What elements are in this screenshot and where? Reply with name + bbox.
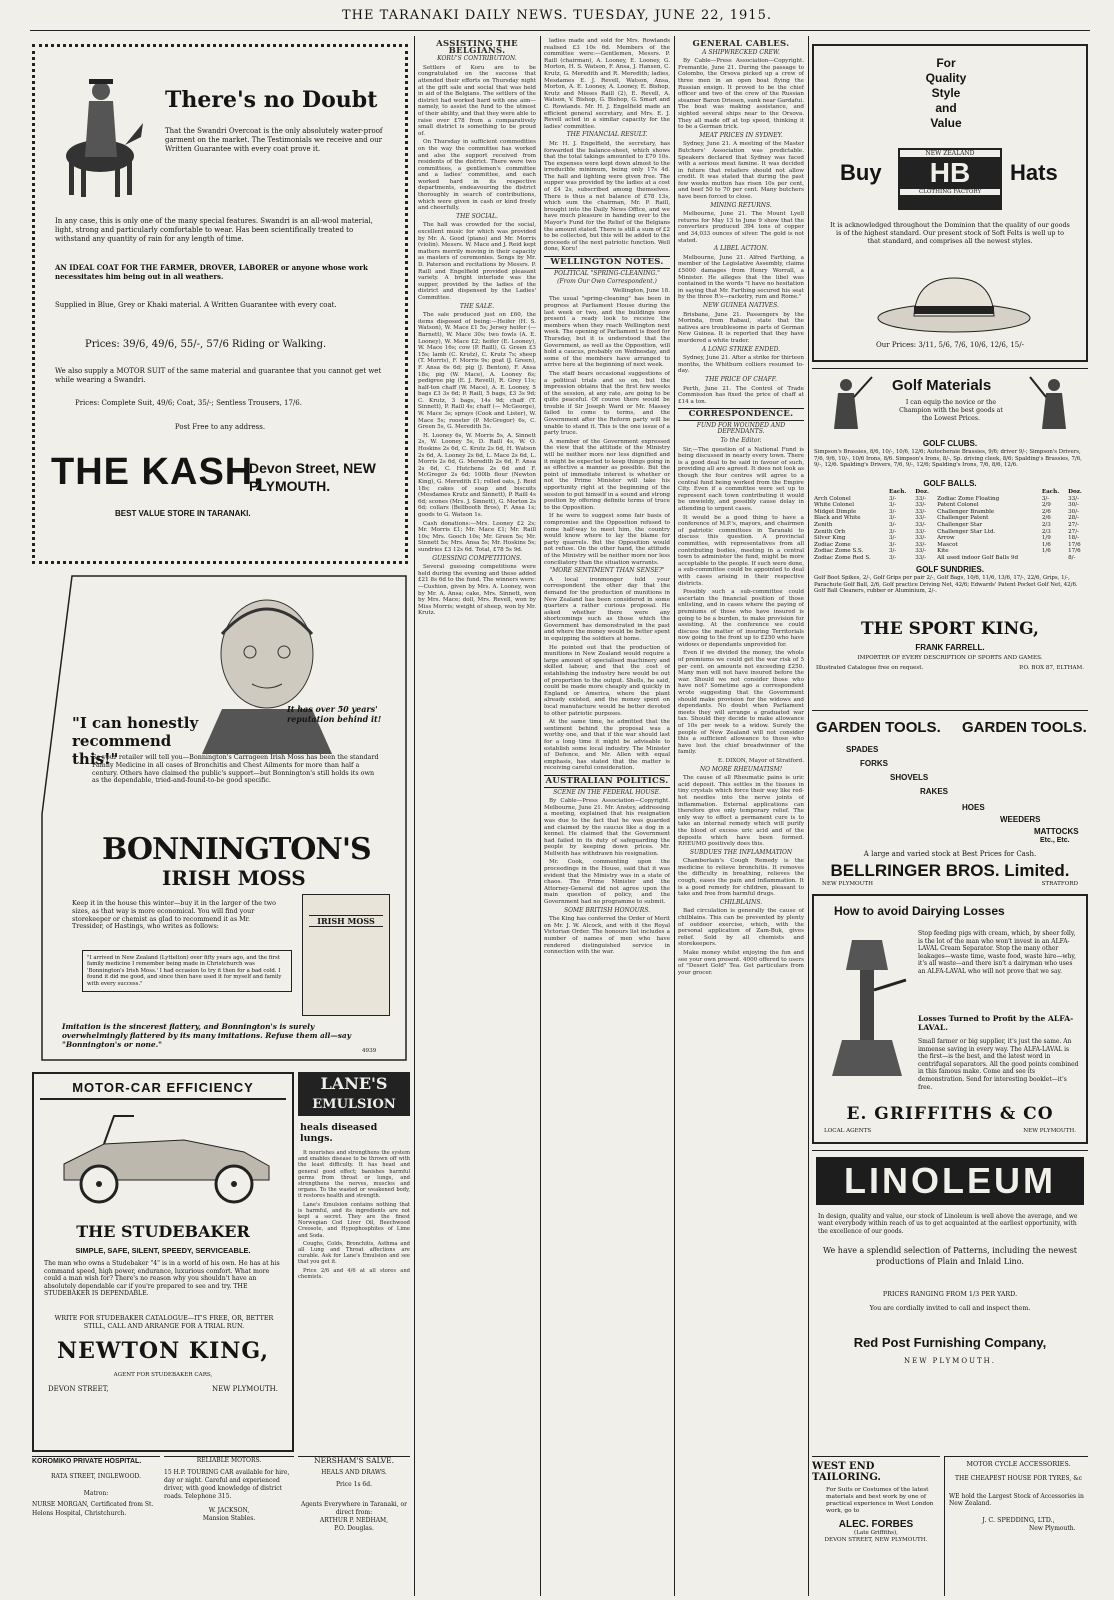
golf-balls-cell: Zodiac Zome Floating	[937, 495, 1000, 502]
golf-sundries-head: GOLF SUNDRIES.	[915, 565, 984, 574]
hb-logo	[898, 148, 1002, 210]
golf-balls-cell: 2/3	[1041, 528, 1051, 535]
column-general-cables	[678, 38, 804, 1594]
tool-forks: FORKS	[860, 759, 888, 768]
nersham-price: Price 1s 6d.	[335, 1481, 372, 1488]
swandri-motor-suit: We also supply a MOTOR SUIT of the same material and guarantee that you cannot get wet while wearing a Swandri.	[55, 367, 382, 384]
rheum-p1: The cause of all Rheumatic pains is uric acid deposit. This settles in the tissues in tiny crystals which force their way like red-hot needles into the nerve joints of inflammation. External applications can therefore give only temporary relief. The only way to effect a permanent cure is to take an internal remedy which will purify the blood of excess uric acid and of the deposits which have been formed. RHEUMO positively does this.	[678, 775, 804, 848]
golf-balls-cell: Kite	[937, 548, 949, 555]
golf-balls-row	[812, 535, 1088, 542]
column-belgians	[418, 38, 536, 1594]
nersham-agents: Agents Everywhere in Taranaki, or direct from:	[301, 1501, 407, 1516]
australian-subhead: SCENE IN THE FEDERAL HOUSE.	[553, 788, 661, 796]
golf-balls-row	[812, 542, 1088, 549]
reliable-motors-ad	[164, 1456, 294, 1596]
tailoring-title-2: TAILORING.	[812, 1472, 881, 1483]
cables-headline: GENERAL CABLES.	[692, 39, 790, 49]
swandri-suit-prices: Prices: Complete Suit, 49/6; Coat, 35/-; Sentless Trousers, 17/6.	[75, 399, 302, 407]
golf-balls-cell: 33/-	[915, 521, 927, 528]
griffiths-footer	[824, 1128, 1076, 1135]
nersham-salve-ad	[298, 1456, 410, 1596]
garden-title-left: GARDEN TOOLS.	[816, 719, 941, 736]
wellington-p2: The staff bears occasional suggestions of a political trials and so on, but the impression obtains that the first few weeks of the session, at any rate, are going to be quite peaceful. Of course there would be trouble if Sir Joseph Ward or Mr. Massey failed to come to terms, and the Government after the Reform party will be unable to stand it. This is the one issue of a party truce.	[544, 370, 670, 437]
belgians-subhead: KORU'S CONTRIBUTION.	[437, 55, 517, 63]
golf-balls-row	[812, 496, 1088, 503]
golf-balls-cell: 33/-	[915, 548, 927, 555]
tool-hoes: HOES	[962, 803, 985, 812]
spedding-body: WE hold the Largest Stock of Accessories in New Zealand.	[949, 1492, 1084, 1507]
koromiko-hospital-ad	[32, 1456, 160, 1596]
strike-subhead: A LONG STRIKE ENDED.	[701, 345, 781, 353]
nersham-seller: ARTHUR P. NEDHAM,	[319, 1517, 389, 1524]
column-rule-4	[808, 36, 809, 1596]
sport-king-name: THE SPORT KING,	[861, 619, 1039, 639]
hats-for-quality	[906, 56, 986, 131]
honours-subhead: SOME BRITISH HONOURS.	[563, 906, 651, 914]
golf-balls-cell: 3/-	[888, 521, 897, 528]
belgians-sale-head: THE SALE.	[459, 302, 495, 310]
wellington-p4: If he were to suggest some fair basis of compromise and the Opposition refused to come half-way to meet him, the country would know where to lay the blame for party quarrels. But the Opposition would not refuse. On the other hand, the attitude of the Ministry will be neither more nor less conciliatory than the situation warrants.	[544, 513, 670, 566]
hb-logo-nz: NEW ZEALAND	[900, 150, 1000, 157]
hats-word: Hats	[1010, 160, 1058, 185]
linoleum-price-range: PRICES RANGING FROM 1/3 PER YARD.	[882, 1290, 1018, 1298]
bonnington-brand: BONNINGTON'S	[102, 832, 371, 867]
subdues-subhead: SUBDUES THE INFLAMMATION	[689, 848, 793, 856]
swandri-ideal: AN IDEAL COAT FOR THE FARMER, DROVER, LABORER or anyone whose work necessitates him being out in all weathers.	[55, 263, 368, 281]
hats-value: Value	[930, 116, 962, 130]
kash-store-name: THE KASH,	[51, 451, 265, 493]
golf-balls-cell: Zodiac Zome	[814, 541, 851, 548]
golf-balls-cell: 30/-	[1068, 502, 1080, 509]
golf-balls-cell: 1/9	[1041, 535, 1051, 542]
griffiths-local-agents: LOCAL AGENTS	[824, 1128, 872, 1134]
lanes-brand-emulsion: EMULSION	[298, 1095, 410, 1116]
fund-subhead: FUND FOR WOUNDED AND DEPENDANTS.	[696, 421, 786, 436]
wellington-headline: WELLINGTON NOTES.	[544, 256, 670, 269]
newton-king-address	[48, 1386, 278, 1393]
tool-mattocks: MATTOCKS	[1034, 827, 1079, 836]
garden-stock: A large and varied stock at Best Prices for Cash.	[863, 850, 1037, 858]
golf-balls-cell: 3/-	[888, 554, 897, 561]
wellington-p5: A local ironmonger told your correspondent the other day that the demand for the production of munitions in New Zealand has been considered in some quarters a rather curious proposal. He asked whether there were any shortcomings such as those which the Government has demonstrated in the past and where the money would be better spent in equipping the soldiers at home.	[544, 576, 670, 643]
hats-style: Style	[931, 86, 961, 100]
golfer-left-illustration	[816, 373, 876, 433]
golf-balls-cell: 33/-	[915, 535, 927, 542]
golfer-right-illustration	[1024, 373, 1084, 433]
newton-king-agent: AGENT FOR STUDEBAKER CARS,	[113, 1372, 213, 1378]
chilblains-p1: Bad circulation is generally the cause of chilblains. This can be prevented by plenty of outdoor exercise, which, with the personal application of Zam-Buk, gives relief. Sold by all chemists and storekeepers.	[678, 908, 804, 948]
golf-intro: I can equip the novice or the Champion with the best goods at the Lowest Prices.	[899, 399, 1003, 422]
spedding-town: New Plymouth.	[1029, 1525, 1076, 1533]
golf-balls-cell: 3/-	[888, 495, 897, 502]
to-editor: To the Editor.	[720, 437, 762, 445]
meat-p1: Sydney, June 21. A meeting of the Master Butchers' Association was predictable. Speakers declared that Sydney was faced with a serious meat famine. It was decided in future that retailers should not allow credit. It was stated that during the past few weeks mutton has risen 10s per cent, and beef 50 to 70 per cent. Many butchers have been forced to close.	[678, 141, 804, 201]
belgians-guess-head: GUESSING COMPETITIONS.	[432, 554, 522, 562]
fund-p4: Even if we divided the money, the whole of premiums we could get the war risk of 5 per cent. on amounts not exceeding £250. Many men will not have insured before the war. Should we not consider those who have not? Sometime ago a correspondent wrote suggesting that the Government should make provision for the widows and dependants. No doubt when Parliament meets they will arrange a graduated war tax. Should they decide to make allowance of 10s per week to a widow. Surely the people of New Zealand will not consider this a sufficient allowance to those who have lost the chief breadwinner of the family.	[678, 650, 804, 756]
linoleum-invite: You are cordially invited to call and inspect them.	[869, 1304, 1031, 1312]
golf-balls-cell: 18/-	[1068, 535, 1080, 542]
golf-balls-cell: Zenith	[814, 521, 833, 528]
golf-title: Golf Materials	[892, 377, 992, 394]
guinea-p1: Brisbane, June 21. Passengers by the Morinda, from Rabaul, state that the natives are troublesome in parts of German New Guinea. It is reported that they have murdered a white trader.	[678, 311, 804, 344]
garden-title-right: GARDEN TOOLS.	[962, 719, 1087, 736]
golf-balls-cell: 27/-	[1068, 521, 1080, 528]
golf-balls-cell: 3/-	[888, 548, 897, 555]
golf-balls-cell: Zenith Orb	[814, 528, 846, 535]
wellington-p1: The usual "spring-cleaning" has been in progress at Parliament House during the last week or two, and the buildings now present a ready look to receive the members when they reach Wellington next week. The opening of Parliament is fixed for Thursday, but it is understood that the Government, as well as the Opposition, will hold a caucus, probably on Wednesday, and some of the members have arranged to arrive here at the beginning of next week.	[544, 296, 670, 369]
desert-gold-p1: Make money whilst enjoying the fun and see your own present. 4000 offered to users of "Desert Gold" Tea. Get particulars from your grocer.	[678, 950, 804, 976]
fund-p3: Possibly such a sub-committee could ascertain the financial position of those enlisting, and in cases where the paying of premiums of those who have insured is going to be a burden, to make provision for assisting. At the conference we could discuss the matter of insuring Territorials now going to the front up to £250 who have widows or dependants unprovided for.	[678, 589, 804, 648]
golf-club-list: Simpson's Brassies, 8/6, 10/-, 10/6, 12/6; Autocheraie Brassies, 9/6; driver 9/-; Simpson's Drivers, 7/6, 9/6, 10/-, 10/6 Irons, 8/6. Simpson's Irons, 8/-, Sp. driving cleek, 8/6; Spalding's Brassies, 7/6, 9/-, 12/6. Spalding's Drivers, 7/6, 9/-, 12/6; Spalding's Irons, 7/6, 8/6, 12/6.	[814, 449, 1082, 469]
golf-balls-cell: White Colonel	[814, 502, 854, 509]
correspondence-headline: CORRESPONDENCE.	[678, 408, 804, 421]
golf-balls-head: GOLF BALLS.	[923, 479, 977, 488]
golf-balls-cell: 2/6	[1041, 515, 1051, 522]
strike-p1: Sydney, June 21. After a strike for thirteen months, the Whitburn colliers resumed to-day.	[678, 355, 804, 375]
shipwreck-subhead: A SHIPWRECKED CREW.	[702, 48, 780, 56]
lanes-tagline: heals diseased lungs.	[300, 1122, 378, 1144]
hats-quality: Quality	[925, 71, 967, 85]
lanes-body-p3: Coughs, Colds, Bronchitis, Asthma and all Lung and Throat affections are curable. Ask for Lane's Emulsion and see that you get it.	[298, 1240, 410, 1266]
golf-balls-cell: Black and White	[814, 515, 861, 522]
golf-balls-row	[812, 522, 1088, 529]
sport-king-importer: IMPORTER OF EVERY DESCRIPTION OF SPORTS AND GAMES.	[857, 655, 1043, 661]
chaff-subhead: THE PRICE OF CHAFF.	[705, 375, 777, 383]
golf-balls-cell: Challenger Star	[937, 521, 983, 528]
golf-balls-header-cell	[812, 489, 887, 496]
golf-balls-cell: 3/-	[888, 541, 897, 548]
hats-prices: Our Prices: 3/11, 5/6, 7/6, 10/6, 12/6, 15/-	[876, 341, 1024, 349]
golf-balls-cell: 33/-	[915, 528, 927, 535]
golf-balls-header-row	[812, 489, 1088, 496]
hb-logo-letters: HB	[929, 157, 971, 188]
guinea-subhead: NEW GUINEA NATIVES.	[703, 301, 779, 309]
golf-balls-cell: 1/6	[1041, 541, 1051, 548]
sport-king-owner: FRANK FARRELL.	[915, 643, 985, 652]
bonnington-imitation: Imitation is the sincerest flattery, and Bonnington's is surely overwhelmingly flattered by its many imitations. Refuse them all—say "Bonnington's or none."	[62, 1022, 351, 1049]
linoleum-patterns: We have a splendid selection of Patterns, including the newest productions of Plain and Inlaid Lino.	[822, 1246, 1078, 1266]
griffiths-name: E. GRIFFITHS & CO	[846, 1104, 1054, 1124]
golf-balls-cell: Challenger Patent	[937, 515, 989, 522]
belgians2-fin-head: THE FINANCIAL RESULT.	[566, 131, 648, 139]
golf-balls-cell: 3/-	[888, 508, 897, 515]
golf-balls-cell: 33/-	[1068, 495, 1080, 502]
swandri-prices: Prices: 39/6, 49/6, 55/-, 57/6 Riding or Walking.	[85, 339, 327, 350]
tool-spades: SPADES	[846, 745, 879, 754]
golf-balls-cell: Silver King	[814, 535, 846, 542]
golf-balls-cell: Challenger Bramble	[937, 508, 995, 515]
studebaker-ad	[32, 1072, 294, 1452]
belgians-social-head: THE SOCIAL.	[456, 212, 498, 220]
golf-balls-cell: 2/9	[1041, 502, 1051, 509]
spedding-name: J. C. SPEDDING, LTD.,	[982, 1516, 1055, 1525]
newton-king-street: DEVON STREET,	[48, 1385, 109, 1393]
belgians2-p2: Mr. H. J. Engelfield, the secretary, has forwarded the balance-sheet, which shows that the total takings amounted to £79 10s. The expenses were kept down almost to the irreducible minimum, being only 17s 4d. The hall and lighting were given free. The supper was provided by the ladies at a cost of £4 2s, subscribed among themselves. There is thus a net balance of £78 13s, which sum the chairman, Mr. P. Raill, brought into the Daily News Office, and we have much pleasure in handing over to the Mayor's Fund for the Relief of the Belgians the amount stated. There is still a sum of £2 to be collected, but this will be added to the proceeds of the next patriotic function. Well done, Koru!	[544, 140, 670, 253]
horseman-illustration	[55, 61, 145, 201]
libel-p1: Melbourne, June 21. Alfred Farthing, a member of the Legislative Assembly, claims £5000 damages from Henry Worrall, a Minister. He alleges that the libel was contained in the words "I have no hesitation in saying that Mr. Farthing secured his seat by the three R's—racketry, rum and Rome."	[678, 254, 804, 301]
lanes-emulsion-ad	[298, 1072, 410, 1452]
spedding-title: MOTOR CYCLE ACCESSORIES.	[966, 1460, 1071, 1468]
fund-signature: E. DIXON, Mayor of Stratford.	[718, 757, 804, 764]
linoleum-banner: LINOLEUM	[816, 1157, 1084, 1205]
wellington-p3: A member of the Government expressed the view that the attitude of the Ministry will be neither more nor less dignified and it might be expected to keep things going in as effective a manner as possible. But the point of immediate interest is whether or not the Prime Minister will take his opportunity right at the beginning of the session to put himself in a sound and strong position by offering definite terms of truce to the Opposition.	[544, 438, 670, 511]
libel-subhead: A LIBEL ACTION.	[713, 245, 769, 253]
swandri-headline: There's no Doubt	[165, 87, 378, 113]
lanes-body-p1: It nourishes and strengthens the system and enables disease to be thrown off with the least difficulty. It has head and general good effect; banishes harmful germs from throat or lungs, and strengthens the nerves, muscles and organs. To the wasted or weakened body, it restores health and strength.	[298, 1150, 410, 1200]
golf-balls-header-cell: Each.	[1041, 489, 1060, 495]
studebaker-slogan: SIMPLE, SAFE, SILENT, SPEEDY, SERVICEABLE.	[75, 1246, 251, 1255]
golf-balls-header-cell: Doz.	[1068, 489, 1082, 495]
lanes-body	[298, 1150, 410, 1280]
studebaker-body: The man who owns a Studebaker "4" is in a world of his own. He has at his command speed, high power, endurance, luxurious comfort. What more could a man wish for? There's no reason why you shouldn't have an absolutely dependable car if you're prepared to see and try. THE STUDEBAKER IS DEPENDABLE.	[44, 1260, 280, 1298]
wellington-byline: (From Our Own Correspondent.)	[557, 278, 657, 286]
tool-etc: Etc., Etc.	[1040, 837, 1070, 844]
tool-weeders: WEEDERS	[1000, 815, 1041, 824]
spedding-sub: THE CHEAPEST HOUSE FOR TYRES, &c	[955, 1474, 1082, 1482]
lanes-price: Price 2/6 and 4/6 at all stores and chemists.	[298, 1267, 410, 1280]
lanes-brand: LANE'S	[298, 1072, 410, 1095]
golf-balls-cell: 2/3	[1041, 521, 1051, 528]
nersham-title: NERSHAM'S SALVE.	[314, 1456, 394, 1465]
honours-p1: The King has conferred the Order of Merit on Mr. J. W. Alcock, and with it the Royal Victorian Order. The honours list includes a number of names of men who have rendered distinguished service in connection with the war.	[544, 916, 670, 956]
chilblains-subhead: CHILBLAINS.	[719, 898, 763, 906]
forbes-street: DEVON STREET, NEW PLYMOUTH.	[824, 1536, 928, 1543]
golf-sundry-list: Golf Boot Spikes, 2/-, Golf Grips per pair 2/-, Golf Bags, 10/6, 11/6, 13/6, 17/-, 22/6, Grips, 1/-, Parachute Golf Ball, 2/6, Golf practice Driving Net, 42/6; Edwards' Patent Pocket Golf Net, 42/6. Golf Ball Cleaners, rubber or Aluminium, 2/-.	[814, 575, 1078, 595]
wellington-sentiment-head: "MORE SENTIMENT THAN SENSE?"	[549, 567, 665, 575]
bonnington-code: 4939	[362, 1048, 377, 1054]
tailoring-body: For Suits or Costumes of the latest materials and best work by one of practical experience in West London work, go to	[826, 1487, 934, 1514]
newton-king-name: NEWTON KING,	[56, 1338, 270, 1364]
chaff-p1: Perth, June 21. The Control of Trade Commission has fixed the price of chaff at £14 a ton.	[678, 385, 804, 405]
swandri-post: Post Free to any address.	[174, 423, 266, 431]
fund-p1: Sir,—The question of a National Fund is being discussed in nearly every town. There is a good deal to be said in favour of such, providing all are agreed. It does not look as though the four centres will agree to a central fund being worked from the Empire City. Even if a committee were set up to represent each town contributing it would be unwieldy, and possibly cause delay in attending to urgent cases.	[678, 446, 804, 512]
golf-balls-cell: 2/6	[1041, 508, 1051, 515]
hospital-street: RATA STREET, INGLEWOOD.	[50, 1473, 142, 1480]
bellringer-towns	[822, 881, 1078, 888]
red-post-town: NEW PLYMOUTH.	[904, 1357, 996, 1365]
golf-balls-cell: Midget Dimple	[814, 508, 857, 515]
studebaker-cta: WRITE FOR STUDEBAKER CATALOGUE—IT'S FREE, OR, BETTER STILL, CALL AND ARRANGE FOR A TRIAL RUN.	[54, 1314, 274, 1330]
shipwreck-p1: By Cable—Press Association—Copyright. Fremantle, June 21. During the passage to Colombo, the Orsova picked up a crew of three men in an open boat flying the Russian ensign. It proved to be the chief officer and two of the crew of the Russian steamer Baron Driesen, sunk near Gardafui. The boat was making assistance, and sighted several ships near to the Orsova. They all made off at top speed, thinking it to be a German trick.	[678, 58, 804, 131]
hats-and: and	[935, 101, 957, 115]
belgians-p7: Several guessing competitions were held during the evening and these added £21 8s 6d to the fund. The winners were:—Cushion, given by Mrs. A. Looney, won by Mr. A. Ansa; cake, Mrs. Sinnett, won by Mrs. Mace; doll, Mrs. Revell, won by Miss Morris; weight of sheep, won by Mr. Krutz.	[418, 564, 536, 617]
bellringer-new-plymouth: NEW PLYMOUTH	[822, 881, 873, 887]
golf-balls-cell: 33/-	[915, 502, 927, 509]
alfa-body2: Small farmer or big supplier, it's just the same. An immense saving in every way. The ALFA-LAVAL is the first—is the best, and the latest word in centrifugal separators. All the good points combined in this famous make. Come and see its demonstration. Send for interesting booklet—it's free.	[918, 1038, 1079, 1091]
belgians-p3: The hall was crowded for the social, excellent music for which was provided by Mr. A. Good (piano) and Mr. Morris (violin). Messrs. W. Mace and J. Reid kept matters merrily moving in their capacity as masters of ceremonies. Songs by Mr. D. Paterson and recitations by Messrs. P. Raill and Engelfield provided pleasant variety. A bright interlude was the supper, provided by the ladies of the district and dispensed by the Ladies' Committee.	[418, 222, 536, 301]
alfa-laval-ad	[812, 894, 1088, 1144]
golf-balls-cell: Patent Colonel	[937, 502, 979, 509]
newton-king-town: NEW PLYMOUTH.	[212, 1385, 278, 1393]
belgians-p1: Settlers of Koru are to be congratulated on the success that attended their efforts on Thursday night at the gift sale and social that was held in aid of the Belgians. The settlers of the district had worked hard with one aim—namely, to assist the fund to the utmost of their ability, and that they were able to raise over £78 from a comparatively small district is something to be proud of.	[418, 64, 536, 137]
forbes-late: (Late Griffiths),	[854, 1530, 898, 1536]
red-post-name: Red Post Furnishing Company,	[853, 1335, 1047, 1350]
alfa-losses: Losses Turned to Profit by the ALFA-LAVAL.	[918, 1014, 1074, 1032]
golf-balls-cell: 33/-	[915, 508, 927, 515]
golf-balls-cell: 3/-	[888, 528, 897, 535]
golf-balls-cell: 33/-	[915, 554, 927, 561]
golf-balls-cell: 33/-	[915, 515, 927, 522]
golf-balls-row	[812, 515, 1088, 522]
golf-balls-cell: All used indoor Golf Balls 9d	[937, 554, 1019, 561]
swandri-body: In any case, this is only one of the many special features. Swandri is an all-wool material, light, strong and particularly comfortable to wear. Has been scientifically treated to withstand any quantity of rain for any length of time.	[55, 217, 373, 243]
wellington-p6: He pointed out that the production of munitions in New Zealand would require a large amount of specialised machinery and skilled labour, and that the cost of establishing the industry here would be out of proportion to the output. Shells, he said, could be made more cheaply and quickly in England or America, where the plant already existed, and the money spent on local manufacture would be better devoted to other patriotic purposes.	[544, 644, 670, 717]
belgians-p4: The sale produced just on £60, the items disposed of being:—Heifer (H. S. Watson), W. Mace £1 5s; Jersey heifer (— Barnett), W. Mace 30s; two fowls (A. E. Looney), W. Mace £2; heifer (E. Looney), W. Mace 16s; cow (P. Raill), G. Green £3 15s; lamb (C. Krutz), C. Krutz 7s; sheep (T. Morris), F. Morris 9s; goat (J. Green), F. Ansa 6s 6d; pig (J. Benton), F. Ansa 18s; pig (W. Mace), A. Looney 6s; pedigree pig (E. J. Revell), R. Grey 11s; half-ton chaff (W. Mace), A. E. Looney, 5 bags £3 3s 6d; P. Raill, 5 bags, £3 3s 9d; C. Krutz, 3 bags, 14s 9d; chaff (T. Sinnett), P. Raill 4s; chaff (— McGeorge), W. Mace 3s; sprays (Cook and Lister), W. Mace 5s; rooster (P. McGregor) 6s, C. Green 5s, G. Meredith 5s.	[418, 312, 536, 431]
linoleum-body: In design, quality and value, our stock of Linoleum is well above the average, and we want everybody within reach of us to get acquainted at the earliest opportunity, with the excellence of our goods.	[818, 1213, 1078, 1235]
studebaker-car-illustration	[44, 1104, 284, 1204]
column-rule-2	[540, 36, 541, 1596]
hospital-title: KOROMIKO PRIVATE HOSPITAL.	[32, 1458, 142, 1465]
sport-king-po-box: P.O. BOX 87, ELTHAM.	[1019, 665, 1084, 671]
bottle-label: IRISH MOSS	[309, 915, 383, 927]
tailoring-title-1: WEST END	[812, 1461, 875, 1472]
hats-buy: Buy	[840, 160, 882, 185]
golf-balls-cell: 17/6	[1068, 541, 1081, 548]
wellington-dateline: Wellington, June 18.	[612, 287, 670, 294]
golf-balls-cell: Zodiac Zome S.S.	[814, 548, 864, 555]
hats-for: For	[936, 56, 956, 70]
masthead-rule	[30, 30, 1090, 31]
kash-address: Devon Street, NEW PLYMOUTH.	[249, 460, 376, 494]
studebaker-brand: THE STUDEBAKER	[76, 1222, 250, 1241]
lanes-body-p2: Lane's Emulsion contains nothing that is harmful, and its ingredients are not kept a secret. They are the finest Norwegian Cod Liver Oil, Beechwood Creosote, and Hypophosphites of Lime and Soda.	[298, 1201, 410, 1239]
column-rule-3	[674, 36, 675, 1596]
golf-balls-cell: Zodiac Zome Red S.	[814, 554, 871, 561]
golf-balls-row	[812, 555, 1088, 562]
golf-balls-header-cell	[935, 489, 1040, 496]
golf-balls-cell: Challenger Star Ltd.	[937, 528, 996, 535]
golf-balls-cell: 33/-	[915, 541, 927, 548]
kash-tagline: BEST VALUE STORE IN TARANAKI.	[115, 509, 251, 518]
belgians-p2: On Thursday in sufficient commodities on the way the committee has worked and also the support received from residents of the district. There were two committees, a gentlemen's committee and a ladies' committee, and each worked hard in its respective departments, endeavouring the district thoroughly in search of contributions, which were given in cash or kind freely and cheerfully.	[418, 139, 536, 212]
golf-balls-row	[812, 529, 1088, 536]
golf-balls-cell: 33/-	[915, 495, 927, 502]
golf-ad	[812, 368, 1088, 704]
australian-p2: Mr. Cook, commenting upon the proceedings in the House, said that it was evident that the Ministry was in a state of chaos. The Prime Minister and the Attorney-General did not agree upon the main question of policy, and the Government had no programme to submit.	[544, 859, 670, 906]
meat-subhead: MEAT PRICES IN SYDNEY.	[699, 131, 783, 139]
golf-balls-cell: Arch Colonel	[814, 495, 851, 502]
column-wellington	[544, 38, 670, 1594]
golf-balls-cell: 27/-	[1068, 528, 1080, 535]
cream-separator-illustration	[822, 930, 912, 1080]
swandri-ad	[32, 44, 408, 564]
golf-balls-table	[812, 489, 1088, 562]
bonnington-quote: "I can honestly recommend this!"	[72, 714, 199, 768]
golf-balls-row	[812, 509, 1088, 516]
fund-p2: It would be a good thing to have a conference of M.P.'s, mayors, and chairmen of patriotic committees in Taranaki to discuss this question. A provincial committee, with representatives from all contributing bodies, meeting in a central town to administer the fund, might be more acceptable to the people. If such were done, a sub-committee could be appointed to deal with cases arising in their respective districts.	[678, 514, 804, 587]
golf-balls-cell: 30/-	[1068, 508, 1080, 515]
motors-stables: Mansion Stables.	[202, 1515, 256, 1522]
tool-shovels: SHOVELS	[890, 773, 929, 782]
sport-king-footer	[816, 665, 1084, 672]
golf-balls-cell: Mascot	[937, 541, 958, 548]
hats-body: It is acknowledged throughout the Dominion that the quality of our goods is of the highest standard. Our present stock of Soft Felts is well up to that standard, and comprises all the newest styles.	[830, 221, 1070, 245]
bonnington-reputation: It has over 50 years' reputation behind it!	[287, 704, 382, 724]
spedding-ad	[944, 1456, 1088, 1596]
australian-p1: By Cable—Press Association—Copyright. Melbourne, June 21. Mr. Anstey, addressing a meeting, explained that his resignation was due to the fact that he was guarded and claimed by the caucus like a dog in a kennel. He claimed that the Government had failed in its duty of safeguarding the people by keeping down prices. Mr. Mellwith has withdrawn his resignation.	[544, 798, 670, 857]
irish-moss-bottle	[302, 894, 390, 1016]
bonnington-body: So your retailer will tell you—Bonnington's Carrageen Irish Moss has been the standard Family Medicine in all cases of Bronchitis and Chest Ailments for more than half a century. Others have claimed the public's support—but Bonnington's still holds its own as the dependable, tried-and-found-to-be good specific.	[92, 753, 379, 785]
australian-headline: AUSTRALIAN POLITICS.	[545, 775, 669, 786]
garden-tools-ad	[812, 710, 1088, 888]
swandri-supplied: Supplied in Blue, Grey or Khaki material. A Written Guarantee with every coat.	[55, 301, 337, 309]
bellringer-name: BELLRINGER BROS. Limited.	[830, 861, 1070, 880]
golf-balls-cell: 1/6	[1041, 548, 1051, 555]
column-rule-1	[414, 36, 415, 1596]
golf-clubs-head: GOLF CLUBS.	[922, 439, 978, 448]
golf-balls-cell: 3/-	[1041, 495, 1050, 502]
belgians-headline: ASSISTING THE BELGIANS.	[436, 39, 518, 56]
motors-body: 15 H.P. TOURING CAR available for hire, day or night. Careful and experienced driver, with good knowledge of district roads. Telephone 315.	[164, 1469, 290, 1500]
hospital-matron-label: Matron:	[83, 1490, 109, 1497]
wellington-subhead: POLITICAL "SPRING-CLEANING."	[554, 269, 660, 277]
hb-hats-ad	[812, 44, 1088, 362]
bellringer-stratford: STRATFORD	[1041, 881, 1078, 887]
golf-balls-row	[812, 502, 1088, 509]
golf-balls-row	[812, 548, 1088, 555]
alfa-title: How to avoid Dairying Losses	[834, 904, 1005, 918]
bonnington-ad	[32, 574, 408, 1062]
golf-balls-header-cell: Each.	[888, 489, 907, 495]
tool-rakes: RAKES	[920, 787, 949, 796]
motors-owner: W. JACKSON,	[208, 1507, 250, 1514]
mining-p1: Melbourne, June 21. The Mount Lyell returns for May 13 to June 9 show that the converters produced 394 tons of copper and 34,033 ounces of silver. The gold is not stated.	[678, 211, 804, 244]
hospital-matron: NURSE MORGAN, Certificated from St. Helens Hospital, Christchurch.	[32, 1501, 154, 1517]
golf-balls-cell: 8/-	[1068, 554, 1076, 561]
bonnington-testimonial: "I arrived in New Zealand (Lyttelton) over fifty years ago, and the first family medicine I remember being made in Christchurch was 'Bonnington's Irish Moss.' I had occasion to try it then for a bad cold. I found it did me good, and since then have used it for myself and family with every success."	[82, 950, 292, 992]
golf-balls-header-cell: Doz.	[915, 489, 929, 495]
belgians2-p1: ladies made and sold for Mrs. Rowlands realised £3 10s 6d. Members of the committee were:—Gentlemen, Messrs. P. Raill (chairman), A. Looney, E. Looney, G. Morton, H. S. Watson, F. Ansa, J. Hansen, C. Krutz, G. Meredith and R. Meredith; ladies, Mesdames E. J. Revell, Watson, Ansa, Morton, A. E. Looney, A. Looney, E. Bishop, Krutz and Misses Raill (2), E. Revell, A. Watson, V. Bishop, G. Bishop, G. Smart and C. Rowlands. Mr. H. J. Engelfield made an efficient general secretary, and Mrs. E. J. Revell acted in a similar capacity for the ladies' committee.	[544, 38, 670, 130]
swandri-intro: That the Swandri Overcoat is the only absolutely water-proof garment on the market. The Testimonials we receive and our Written Guarantee with every coat prove it.	[165, 127, 383, 153]
sport-king-catalogue: Illustrated Catalogue free on request.	[816, 665, 924, 671]
rheum-subhead: NO MORE RHEUMATISM!	[699, 765, 783, 773]
griffiths-town: NEW PLYMOUTH.	[1023, 1128, 1076, 1134]
felt-hat-illustration	[874, 272, 1034, 336]
golf-balls-cell: 3/-	[888, 535, 897, 542]
golf-balls-cell: 17/6	[1068, 548, 1081, 555]
bonnington-brand-irish-moss: IRISH MOSS	[162, 866, 306, 890]
west-end-tailoring-ad	[812, 1456, 940, 1596]
mining-subhead: MINING RETURNS.	[710, 201, 772, 209]
motors-title: RELIABLE MOTORS.	[196, 1457, 262, 1464]
nersham-po: P.O. Douglas.	[334, 1525, 374, 1532]
linoleum-ad	[812, 1150, 1088, 1430]
studebaker-title: MOTOR-CAR EFFICIENCY	[40, 1080, 286, 1100]
wellington-p7: At the same time, he admitted that the sentiment behind the proposal was a worthy one, and that if the war should last for a long time it might be advisable to establish some local industry. The Minister of Defence, and Mr. Allen with equal emphasis, has stated that the matter is receiving careful consideration.	[544, 719, 670, 772]
golf-balls-cell: 28/-	[1068, 515, 1080, 522]
belgians-p6: Cash donations:—Mrs. Looney £2 2s; Mr. Morris £1; Mr. Mace £1; Mr. Raill 10s; Mrs. Gooch 10s; Mr. Green 5s; Mr. Sinnett 5s; Mrs. Ansa 5s; Mr. Hoskins 5s; sundries £3 12s 6d. Total, £78 5s 9d.	[418, 520, 536, 553]
forbes-name: ALEC. FORBES	[838, 1519, 914, 1530]
golf-balls-cell: Arrow	[937, 535, 955, 542]
golf-balls-cell	[1040, 555, 1066, 562]
masthead: THE TARANAKI DAILY NEWS. TUESDAY, JUNE 22, 1915.	[342, 8, 772, 23]
hb-logo-factory: CLOTHING FACTORY	[900, 189, 1000, 195]
subdues-p1: Chamberlain's Cough Remedy is the medicine to relieve bronchitis. It removes the difficulty in breathing, relieves the cough, eases the pain and inflammation. It is a good remedy for children, pleasant to take and free from harmful drugs.	[678, 858, 804, 898]
alfa-body: Stop feeding pigs with cream, which, by sheer folly, is the lot of the man who won't invest in an ALFA-LAVAL Cream Separator. Stop the many other leakages—waste time, waste food, waste hire—why, it's all waste—and there isn't a dairyman who uses an ALFA-LAVAL who will not prove that we say.	[918, 930, 1076, 975]
bonnington-keep: Keep it in the house this winter—buy it in the larger of the two sizes, as that way is more economical. You will find your storekeeper or chemist as glad to recommend it as Mr. Tressider, of Hastings, who writes as follows:	[72, 899, 276, 931]
belgians-p5: H. Looney 6s, W. Morris 5s, A. Sinnett 2s, W. Looney 5s, D. Raill 4s, W. O. Hoskins 2s 6d, C. Krutz 2s 6d, H. Watson 2s 6d, A. Looney 2s 6d, L. Mace 2s 6d, L. Morris 2s 6d, G. Meredith 2s 6d, F. Ansa 2s 6d, C. Hutchens 2s 6d and F. McGregor 2s 6d; 100lb flour (Newton King), G. Meredith £1; rolled oats, J. Reid 18s; cakes of soap and biscuits (Mesdames Krutz and Sinnett), P. Raill 4s 6d; scones (Mrs. J. Sinnett), G. Morton 2s 6d; collars (Bellbooth Bros), F. Ansa 1s; goods to G. Watson 1s.	[418, 432, 536, 518]
nersham-heals: HEALS AND DRAWS.	[321, 1469, 387, 1476]
golf-balls-cell: 3/-	[888, 515, 897, 522]
golf-balls-cell: 3/-	[888, 502, 897, 509]
